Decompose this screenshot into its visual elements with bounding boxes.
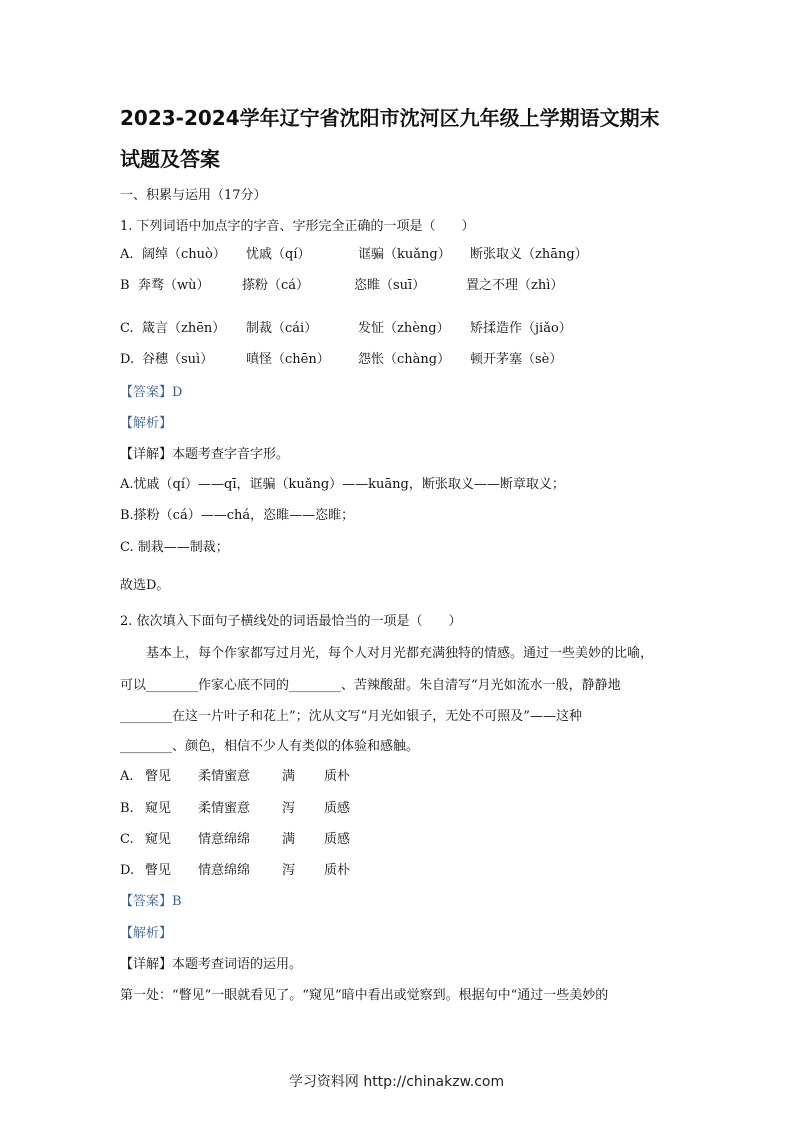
- option-label: A.: [120, 769, 134, 784]
- option-item: 奔骛（wù）: [138, 278, 210, 293]
- option-item: 谷穗（suì）: [142, 352, 214, 367]
- q2-passage-line: 基本上，每个作家都写过月光，每个人对月光都充满独特的情感。通过一些美妙的比喻，: [120, 646, 654, 661]
- option-item: 泻: [282, 863, 296, 878]
- option-item: 质感: [324, 801, 351, 816]
- option-item: 满: [282, 832, 296, 847]
- option-item: 柔情蜜意: [198, 801, 251, 816]
- q2-answer: 【答案】B: [120, 894, 182, 909]
- q2-detail: 【详解】本题考查词语的运用。: [120, 957, 303, 972]
- option-item: 质朴: [324, 769, 351, 784]
- option-item: 嗔怪（chēn）: [246, 352, 330, 367]
- option-item: 断张取义（zhāng）: [470, 247, 588, 262]
- option-label: B.: [120, 801, 134, 816]
- option-item: 阔绰（chuò）: [142, 247, 226, 262]
- option-item: 瞥见: [145, 863, 172, 878]
- option-item: 泻: [282, 801, 296, 816]
- q1-analysis-label: 【解析】: [120, 416, 173, 431]
- option-item: 箴言（zhēn）: [142, 321, 226, 336]
- option-item: 满: [282, 769, 296, 784]
- option-label: C.: [120, 832, 134, 847]
- option-item: 恣睢（suī）: [354, 278, 426, 293]
- option-label: C.: [120, 321, 134, 336]
- option-item: 情意绵绵: [198, 832, 251, 847]
- option-item: 顿开茅塞（sè）: [470, 352, 563, 367]
- option-item: 搽粉（cá）: [242, 278, 310, 293]
- option-item: 质感: [324, 832, 351, 847]
- q1-detail: 【详解】本题考查字音字形。: [120, 447, 290, 462]
- page-title-line1: 2023-2024学年辽宁省沈阳市沈河区九年级上学期语文期末: [120, 106, 660, 130]
- option-item: 窥见: [145, 801, 172, 816]
- q2-analysis-label: 【解析】: [120, 926, 173, 941]
- option-label: A.: [120, 247, 134, 262]
- section-heading: 一、积累与运用（17分）: [120, 188, 267, 203]
- option-item: 发怔（zhèng）: [358, 321, 450, 336]
- q1-answer: 【答案】D: [120, 385, 183, 400]
- option-item: 诓骗（kuǎng）: [358, 247, 451, 262]
- q2-passage-line: ________、颜色，相信不少人有类似的体验和感触。: [120, 739, 420, 754]
- q2-stem: 2. 依次填入下面句子横线处的词语最恰当的一项是（ ）: [120, 614, 462, 629]
- q1-conclusion: 故选D。: [120, 578, 170, 593]
- option-item: 柔情蜜意: [198, 769, 251, 784]
- option-item: 矫揉造作（jiǎo）: [470, 321, 572, 336]
- page-footer: 学习资料网 http://chinakzw.com: [288, 1074, 505, 1090]
- q1-note-b: B.搽粉（cá）——chá，恣睢——恣睢；: [120, 508, 355, 523]
- option-label: B: [120, 278, 130, 293]
- option-item: 置之不理（zhì）: [466, 278, 564, 293]
- option-label: D.: [120, 352, 135, 367]
- option-item: 瞥见: [145, 769, 172, 784]
- option-item: 质朴: [324, 863, 351, 878]
- q2-passage-line: 可以________作家心底不同的________、苦辣酸甜。朱自清写“月光如流水一般，静静地: [120, 678, 621, 693]
- option-item: 忧戚（qí）: [246, 247, 311, 262]
- q2-passage-line: ________在这一片叶子和花上”；沈从文写“月光如银子，无处不可照及”——这种: [120, 709, 582, 724]
- option-item: 窥见: [145, 832, 172, 847]
- q1-note-c: C. 制栽——制裁；: [120, 540, 229, 555]
- option-item: 怨怅（chàng）: [358, 352, 451, 367]
- option-item: 制裁（cái）: [246, 321, 318, 336]
- q1-note-a: A.忧戚（qí）——qī，诓骗（kuǎng）——kuāng，断张取义——断章取义；: [120, 477, 565, 492]
- q1-stem: 1. 下列词语中加点字的字音、字形完全正确的一项是（ ）: [120, 219, 475, 234]
- page-title-line2: 试题及答案: [120, 147, 220, 171]
- q2-note: 第一处：“瞥见”一眼就看见了。“窥见”暗中看出或觉察到。根据句中“通过一些美妙的: [120, 988, 609, 1003]
- option-label: D.: [120, 863, 135, 878]
- option-item: 情意绵绵: [198, 863, 251, 878]
